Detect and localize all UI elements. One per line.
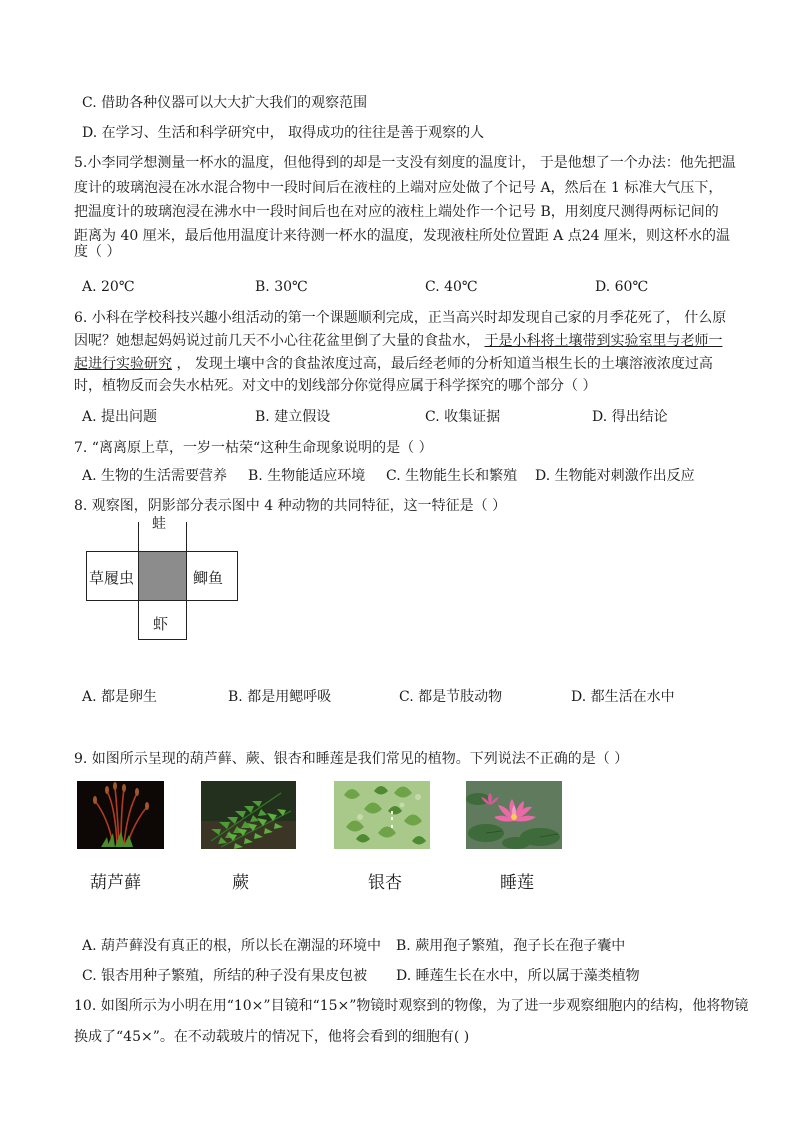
q8-option-c: C. 都是节肢动物 bbox=[399, 689, 503, 705]
q9-option-d: D. 睡莲生长在水中，所以属于藻类植物 bbox=[396, 968, 640, 984]
water-lily-photo bbox=[466, 781, 562, 849]
q6-option-b: B. 建立假设 bbox=[255, 409, 331, 425]
q6-line-1: 6. 小科在学校科技兴趣小组活动的第一个课题顺利完成，正当高兴时却发现自己家的月季花死了， 什么原 bbox=[74, 310, 727, 326]
q6-option-a: A. 提出问题 bbox=[82, 409, 158, 425]
q6-underlined-text-2: 起进行实验研究 bbox=[74, 356, 172, 372]
diagram-shaded-cell bbox=[138, 551, 187, 601]
diagram-label-right: 鲫鱼 bbox=[193, 569, 224, 587]
q5-option-b: B. 30℃ bbox=[255, 279, 308, 295]
q7-line-1: 7. “离离原上草，一岁一枯荣“这种生命现象说明的是（ ） bbox=[74, 440, 433, 456]
q8-option-d: D. 都生活在水中 bbox=[571, 689, 675, 705]
q7-option-d: D. 生物能对刺激作出反应 bbox=[535, 468, 695, 484]
q6-option-d: D. 得出结论 bbox=[592, 409, 668, 425]
q7-option-b: B. 生物能适应环境 bbox=[248, 468, 366, 484]
fern-photo bbox=[201, 781, 296, 849]
q6-underlined-text-1: 于是小科将土壤带到实验室里与老师一 bbox=[484, 333, 723, 349]
q5-line-1: 5.小李同学想测量一杯水的温度，但他得到的却是一支没有刻度的温度计， 于是他想了一个办法：他先把温 bbox=[74, 155, 736, 171]
q5-line-5: 度（ ） bbox=[74, 244, 121, 260]
q10-line-1: 10. 如图所示为小明在用“10×”目镜和“15×”物镜时观察到的物像，为了进一步观察细胞内的结构，他将物镜 bbox=[74, 998, 749, 1014]
plant-label-fern: 蕨 bbox=[232, 873, 249, 893]
q6-option-c: C. 收集证据 bbox=[425, 409, 501, 425]
q6-line-4: 时，植物反而会失水枯死。对文中的划线部分你觉得应属于科学探究的哪个部分（ ） bbox=[74, 378, 597, 394]
plant-label-water-lily: 睡莲 bbox=[500, 873, 534, 893]
ginkgo-photo bbox=[334, 781, 430, 849]
plant-label-ginkgo: 银杏 bbox=[368, 873, 402, 893]
q8-option-a: A. 都是卵生 bbox=[82, 689, 158, 705]
q5-line-2: 度计的玻璃泡浸在冰水混合物中一段时间后在液柱的上端对应处做了个记号 A，然后在 1 标准大气压下， bbox=[74, 180, 723, 196]
q5-option-d: D. 60℃ bbox=[595, 279, 649, 295]
diagram-label-left: 草履虫 bbox=[89, 569, 135, 587]
q5-option-c: C. 40℃ bbox=[425, 279, 478, 295]
q5-option-a: A. 20℃ bbox=[82, 279, 135, 295]
q6-line-2-text: 因呢？她想起妈妈说过前几天不小心往花盆里倒了大量的食盐水， bbox=[74, 333, 485, 349]
q8-option-b: B. 都是用鳃呼吸 bbox=[228, 689, 332, 705]
q6-line-2 bbox=[74, 331, 722, 351]
q4-option-c: C. 借助各种仪器可以大大扩大我们的观察范围 bbox=[82, 95, 368, 111]
q9-option-c: C. 银杏用种子繁殖，所结的种子没有果皮包被 bbox=[82, 968, 368, 984]
q10-line-2: 换成了“45×”。在不动载玻片的情况下，他将会看到的细胞有( ) bbox=[74, 1029, 470, 1045]
diagram-cell-left bbox=[86, 551, 139, 601]
q9-option-a: A. 葫芦藓没有真正的根，所以长在潮湿的环境中 bbox=[82, 938, 382, 954]
q8-line-1: 8. 观察图，阴影部分表示图中 4 种动物的共同特征，这一特征是（ ） bbox=[74, 498, 507, 514]
q5-line-4: 距离为 40 厘米，最后他用温度计来待测一杯水的温度，发现液柱所处位置距 A 点24 厘米，则这杯水的温 bbox=[74, 228, 730, 244]
plant-label-moss: 葫芦藓 bbox=[90, 873, 141, 893]
q7-option-c: C. 生物能生长和繁殖 bbox=[386, 468, 518, 484]
q7-option-a: A. 生物的生活需要营养 bbox=[82, 468, 228, 484]
q6-line-3-text: ， 发现土壤中含的食盐浓度过高，最后经老师的分析知道当根生长的土壤溶液浓度过高 bbox=[172, 356, 713, 372]
diagram-cell-right bbox=[186, 551, 238, 601]
q6-line-3 bbox=[74, 354, 713, 374]
q4-option-d: D. 在学习、生活和科学研究中， 取得成功的往往是善于观察的人 bbox=[82, 125, 485, 141]
diagram-label-top: 蛙 bbox=[152, 516, 166, 532]
diagram-cell-top bbox=[138, 516, 187, 552]
q5-line-3: 把温度计的玻璃泡浸在沸水中一段时间后也在对应的液柱上端处作一个记号 B，用刻度尺测得两标记间的 bbox=[74, 204, 719, 220]
diagram-cell-bottom bbox=[138, 600, 187, 640]
q9-line-1: 9. 如图所示呈现的葫芦藓、蕨、银杏和睡莲是我们常见的植物。下列说法不正确的是（ ） bbox=[74, 751, 629, 767]
q9-option-b: B. 蕨用孢子繁殖，孢子长在孢子囊中 bbox=[396, 938, 626, 954]
diagram-label-bottom: 虾 bbox=[153, 615, 169, 633]
moss-photo bbox=[77, 781, 164, 849]
